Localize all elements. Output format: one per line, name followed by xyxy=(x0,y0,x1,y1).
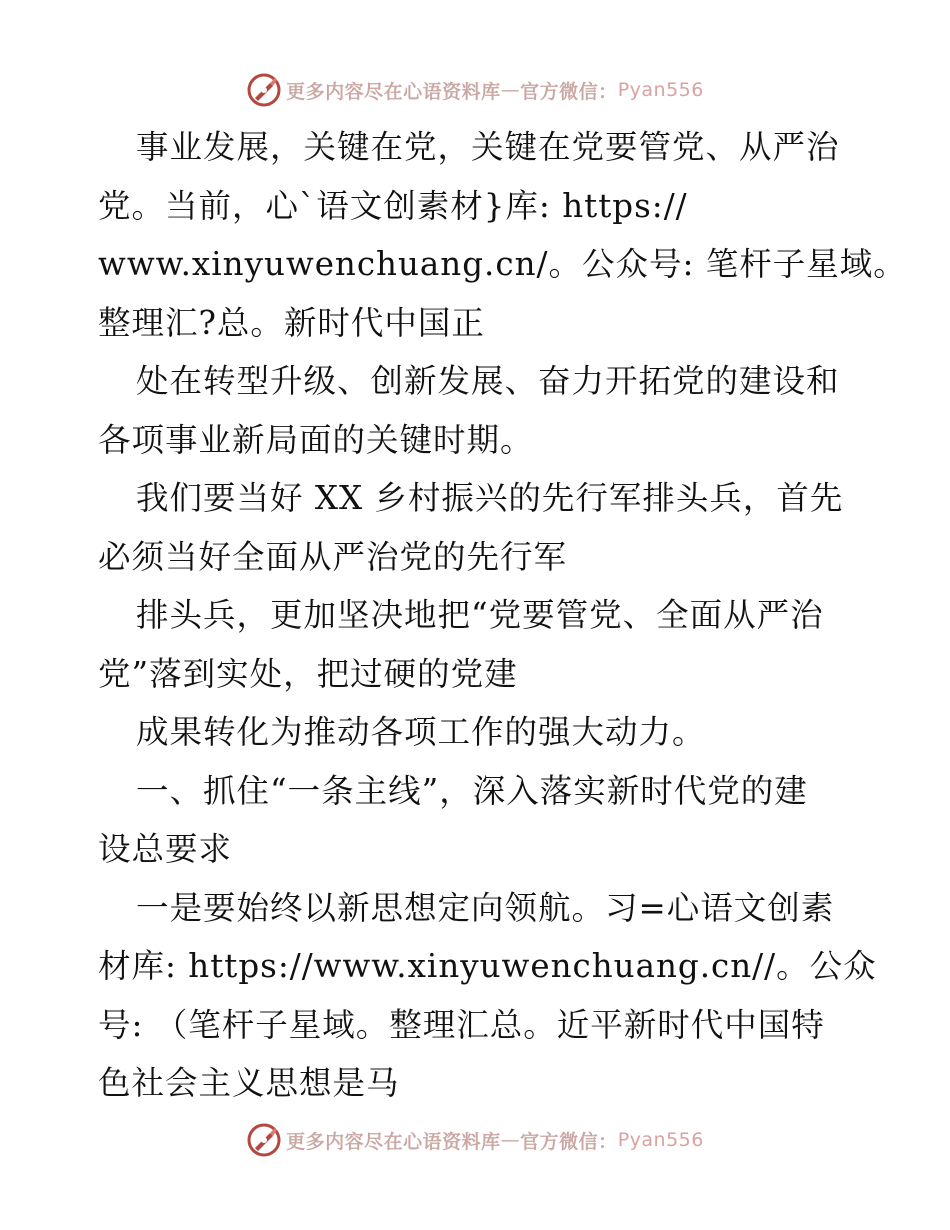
header-site-text: 更多内容尽在心语资料库 xyxy=(286,80,501,103)
text-line: 处在转型升级、创新发展、奋力开拓党的建设和 xyxy=(136,362,840,400)
text-line: 各项事业新局面的关键时期。 xyxy=(98,420,534,459)
text-line: 整理汇?总。新时代中国正 xyxy=(98,303,485,342)
text-line: 号: （笔杆子星域。整理汇总。近平新时代中国特 xyxy=(98,1005,825,1044)
text-line: 排头兵，更加坚决地把“党要管党、全面从严治 xyxy=(136,596,824,634)
text-line: 设总要求 xyxy=(98,830,233,868)
text-line: 党。当前，心`语文创素材}库: https:// xyxy=(98,186,688,225)
text-line: 材库: https://www.xinyuwenchuang.cn//。公众 xyxy=(98,947,877,985)
text-line: 成果转化为推动各项工作的强大动力。 xyxy=(136,713,706,751)
header-wechat-id: Pyan556 xyxy=(617,79,704,101)
pen-logo-icon xyxy=(246,72,282,108)
text-line: 必须当好全面从严治党的先行军 xyxy=(98,537,568,576)
text-line: 一、抓住“一条主线”，深入落实新时代党的建 xyxy=(136,771,808,810)
footer-site-text: 更多内容尽在心语资料库 xyxy=(286,1130,501,1153)
text-line: www.xinyuwenchuang.cn/。公众号: 笔杆子星域。 xyxy=(98,245,907,283)
footer-wechat-id: Pyan556 xyxy=(617,1129,704,1151)
header-dash: — xyxy=(500,79,521,101)
text-line: 色社会主义思想是马 xyxy=(98,1064,400,1102)
text-line: 一是要始终以新思想定向领航。习=心语文创素 xyxy=(136,888,835,927)
text-line: 事业发展，关键在党，关键在党要管党、从严治 xyxy=(136,128,840,166)
footer-wechat-label: 官方微信： xyxy=(520,1130,618,1153)
header-wechat-label: 官方微信： xyxy=(520,80,618,103)
document-body xyxy=(98,118,907,1113)
text-line: 我们要当好 XX 乡村振兴的先行军排头兵，首先 xyxy=(136,479,844,517)
footer-dash: — xyxy=(500,1129,521,1151)
footer-banner xyxy=(0,1120,950,1160)
pen-logo-icon xyxy=(246,1122,282,1158)
text-line: 党”落到实处，把过硬的党建 xyxy=(98,654,518,693)
header-banner xyxy=(0,70,950,110)
